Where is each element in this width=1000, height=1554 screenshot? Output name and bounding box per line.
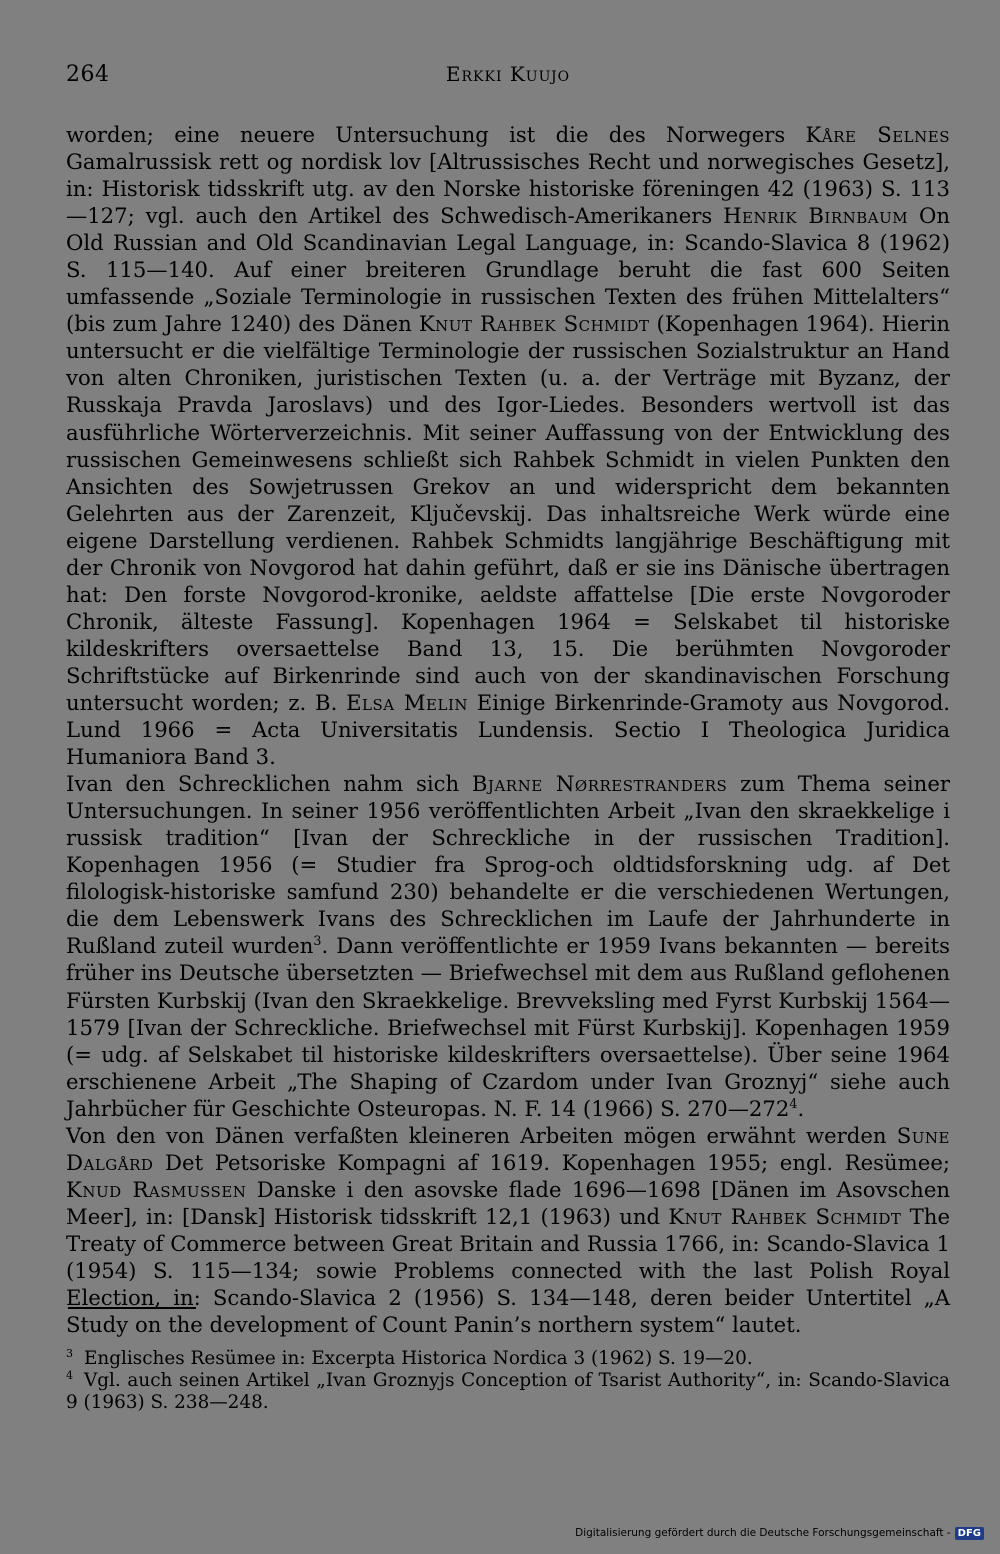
credit-text: Digitalisierung gefördert durch die Deutsche Forschungsgemeinschaft - <box>575 1527 951 1539</box>
text-run: Gamalrussisk rett og nordisk lov [Altrussisches Recht und norwegisches Gesetz], in: Historisk tidsskrift utg. av den Norske historiske föreningen 42 (1963) S. 113—127; vgl. auch den Artikel des Schwedisch-Amerikaners <box>66 149 950 229</box>
author-name: Knut Rahbek Schmidt <box>418 311 650 337</box>
digitization-credit <box>575 1524 984 1542</box>
text-run: Danske i den asovske flade 1696—1698 [Dänen im Asovschen Meer], in: [Dansk] Historisk tidsskrift 12,1 (1963) und <box>66 1176 950 1229</box>
author-name: Kåre Selnes <box>805 122 950 147</box>
text-run: (Kopenhagen 1964). Hierin untersucht er die vielfältige Terminologie der russischen Sozialstruktur an Hand von alten Chroniken, juristischen Texten (u. a. der Verträge mit Byzanz, der Russkaja Pravda Jaroslavs) und des Igor-Liedes. Besonders wertvoll ist das ausführliche Wörterverzeichnis. Mit seiner Auffassung von der Entwicklung des russischen Gemeinwesens schließt sich Rahbek Schmidt in vielen Punkten den Ansichten des Sowjetrussen Grekov an und widerspricht dem bekannten Gelehrten aus der Zarenzeit, Ključevskij. Das inhaltsreiche Werk würde eine eigene Darstellung verdienen. Rahbek Schmidts langjährige Beschäftigung mit der Chronik von Novgorod hat dahin geführt, daß er sie ins Dänische übertragen hat: Den forste Novgorod-kronike, aeldste affattelse [Die erste Novgoroder Chronik, älteste Fassung]. Kopenhagen 1964 = Selskabet til historiske kildeskrifters oversaettelse Band 13, 15. Die berühmten Novgoroder Schriftstücke auf Birkenrinde sind auch von der skandinavischen Forschung untersucht worden; z. B. <box>66 311 950 715</box>
text-run: On Old Russian and Old Scandinavian Legal Language, in: Scando-Slavica 8 (1962) S. 115—140. Auf einer breiteren Grundlage beruht die fast 600 Seiten umfassende „Soziale Terminologie in russischen Texten des frühen Mittelalters“ (bis zum Jahre 1240) des Dänen <box>66 203 950 337</box>
text-run: worden; eine neuere Untersuchung ist die des Norwegers <box>66 122 806 147</box>
author-name: Knut Rahbek Schmidt <box>668 1203 902 1229</box>
dfg-logo: DFG <box>955 1527 984 1540</box>
footnote: $^3$ Englisches Resümee in: Excerpta Historica Nordica 3 (1962) S. 19—20. <box>66 1346 753 1369</box>
footnote: $^4$ Vgl. auch seinen Artikel „Ivan Groznyjs Conception of Tsarist Authority“, in: Scando-Slavica 9 (1963) S. 238—248. <box>66 1368 950 1413</box>
text-run: . Dann veröffentlichte er 1959 Ivans bekannten — bereits früher ins Deutsche übersetzten — Briefwechsel mit dem aus Rußland geflohenen Fürsten Kurbskij (Ivan den Skraekkelige. Brevveksling med Fyrst Kurbskij 1564—1579 [Ivan der Schreckliche. Briefwechsel mit Fürst Kurbskij]. Kopenhagen 1959 (= udg. af Selskabet til historiske kildeskrifters oversaettelse). Über seine 1964 erschienene Arbeit „The Shaping of Czardom under Ivan Groznyj“ siehe auch Jahrbücher für Geschichte Osteuropas. N. F. 14 (1966) S. 270—272 <box>66 933 950 1121</box>
main-text <box>66 121 950 1338</box>
text-run: Einige Birkenrinde-Gramoty aus Novgorod. Lund 1966 = Acta Universitatis Lundensis. Sectio I Theologica Juridica Humaniora Band 3. <box>66 689 950 770</box>
running-head: Erkki Kuujo <box>445 62 571 86</box>
paragraph-1 <box>66 121 950 770</box>
text-run: Ivan den Schrecklichen nahm sich <box>66 771 472 797</box>
author-name: Henrik Birnbaum <box>723 203 909 229</box>
footnote-text: Vgl. auch seinen Artikel „Ivan Groznyjs Conception of Tsarist Authority“, in: Scando-Slavica 9 (1963) S. 238—248. <box>66 1370 950 1413</box>
author-name: Sune Dalgård <box>66 1122 950 1175</box>
text-run: . <box>797 1095 805 1121</box>
text-run: zum Thema seiner Untersuchungen. In seiner 1956 veröffentlichten Arbeit „Ivan den skraekkelige i russisk tradition“ [Ivan der Schreckliche in der russischen Tradition]. Kopenhagen 1956 (= Studier fra Sprog-och oldtidsforskning udg. af Det filologisk-historiske samfund 230) behandelte er die verschiedenen Wertungen, die dem Lebenswerk Ivans des Schrecklichen im Laufe der Jahrhunderte in Rußland zuteil wurden <box>66 771 950 959</box>
author-name: Bjarne Nørrestranders <box>471 771 728 797</box>
footnote-ref: 3 <box>313 933 322 949</box>
text-run: Von den von Dänen verfaßten kleineren Arbeiten mögen erwähnt werden <box>66 1122 897 1148</box>
footnote-divider <box>68 1307 196 1309</box>
text-run: The Treaty of Commerce between Great Britain and Russia 1766, in: Scando-Slavica 1 (1954) S. 115—134; sowie Problems connected with the last Polish Royal Election, in: Scando-Slavica 2 (1956) S. 134—148, deren beider Untertitel „A Study on the development of Count Panin’s northern system“ lautet. <box>66 1203 950 1338</box>
author-name: Knud Rasmussen <box>66 1176 247 1202</box>
author-name: Elsa Melin <box>346 689 469 715</box>
text-run: Det Petsoriske Kompagni af 1619. Kopenhagen 1955; engl. Resümee; <box>153 1149 950 1175</box>
footnote-text: Englisches Resümee in: Excerpta Historica Nordica 3 (1962) S. 19—20. <box>84 1348 753 1369</box>
paragraph-3 <box>66 1122 950 1338</box>
page-number: 264 <box>66 62 110 87</box>
paragraph-2 <box>66 770 950 1122</box>
page-header <box>66 62 950 96</box>
footnotes <box>66 1348 950 1414</box>
footnote-ref: 4 <box>789 1095 798 1111</box>
